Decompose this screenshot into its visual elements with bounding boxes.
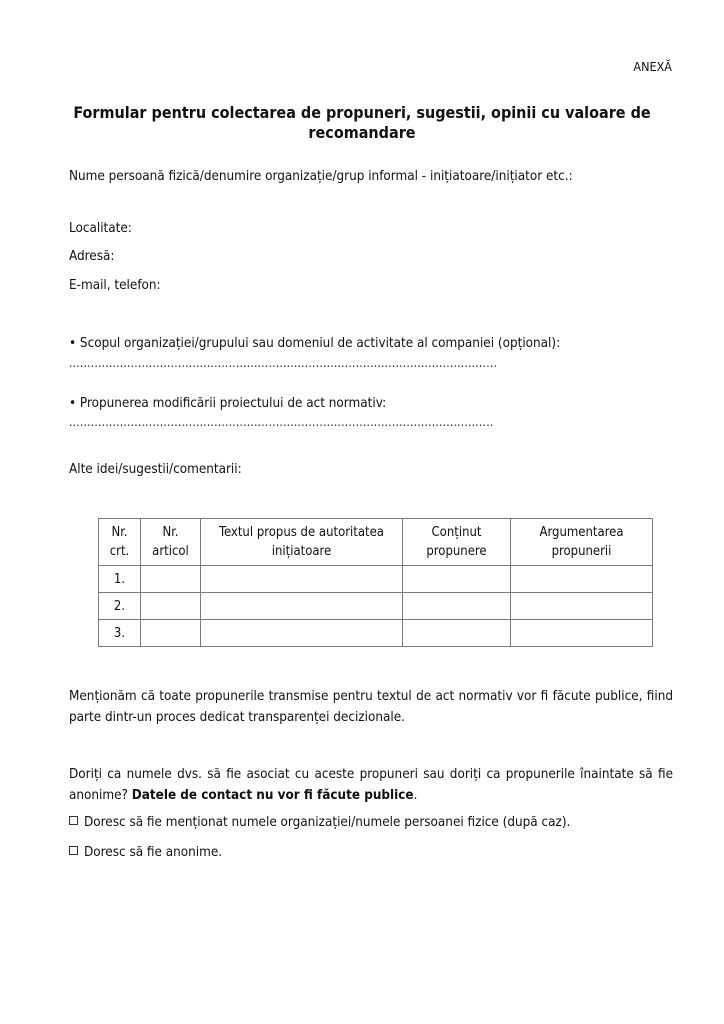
cell-proposed-text[interactable] — [201, 566, 403, 593]
option-named-label: Doresc să fie menționat numele organizației/numele persoanei fizice (după caz). — [84, 815, 571, 830]
cell-content[interactable] — [403, 593, 511, 620]
checkbox-icon[interactable] — [69, 846, 78, 855]
address-field-label: Adresă: — [69, 249, 115, 264]
header-nr-crt: Nr. crt. — [99, 519, 141, 566]
anonymity-question: Doriți ca numele dvs. să fie asociat cu aceste propuneri sau doriți ca propunerile înaintate să fie anonime? Datele de contact nu vor fi făcute publice. — [69, 767, 673, 803]
name-field-label: Nume persoană fizică/denumire organizație/grup informal - inițiatoare/inițiator etc.: — [69, 169, 573, 184]
row-number: 3. — [99, 620, 141, 647]
header-nr-articol: Nr. articol — [141, 519, 201, 566]
proposal-fill-line[interactable]: ..................................................................................................................... — [69, 415, 494, 429]
cell-article[interactable] — [141, 620, 201, 647]
table-row — [99, 566, 653, 593]
locality-field-label: Localitate: — [69, 221, 132, 236]
option-anonymous-label: Doresc să fie anonime. — [84, 845, 223, 860]
option-named[interactable] — [69, 815, 570, 830]
annex-label: ANEXĂ — [633, 59, 672, 74]
header-proposal-content: Conținut propunere — [403, 519, 511, 566]
cell-argumentation[interactable] — [511, 620, 653, 647]
cell-content[interactable] — [403, 566, 511, 593]
contact-field-label: E-mail, telefon: — [69, 278, 161, 293]
table-header-row — [99, 519, 653, 566]
header-proposed-text: Textul propus de autoritatea inițiatoare — [201, 519, 403, 566]
cell-proposed-text[interactable] — [201, 620, 403, 647]
contact-data-notice: Datele de contact nu vor fi făcute publice — [131, 788, 414, 803]
checkbox-icon[interactable] — [69, 816, 78, 825]
publicity-notice: Menționăm că toate propunerile transmise pentru textul de act normativ vor fi făcute publice, fiind parte dintr-un proces dedicat transparenței decizionale. — [69, 689, 673, 725]
option-anonymous[interactable] — [69, 845, 222, 860]
row-number: 2. — [99, 593, 141, 620]
table-row — [99, 593, 653, 620]
proposal-label: • Propunerea modificării proiectului de act normativ: — [69, 396, 387, 411]
cell-article[interactable] — [141, 566, 201, 593]
other-ideas-label: Alte idei/sugestii/comentarii: — [69, 462, 242, 477]
table-row — [99, 620, 653, 647]
cell-argumentation[interactable] — [511, 593, 653, 620]
form-title: Formular pentru colectarea de propuneri, sugestii, opinii cu valoare de recomandare — [73, 103, 651, 142]
header-argumentation: Argumentarea propunerii — [511, 519, 653, 566]
cell-article[interactable] — [141, 593, 201, 620]
cell-content[interactable] — [403, 620, 511, 647]
proposals-table — [98, 518, 653, 647]
organization-scope-label: • Scopul organizației/grupului sau domeniul de activitate al companiei (opțional): — [69, 336, 561, 351]
cell-proposed-text[interactable] — [201, 593, 403, 620]
row-number: 1. — [99, 566, 141, 593]
organization-scope-fill-line[interactable]: ...................................................................................................................... — [69, 356, 498, 370]
cell-argumentation[interactable] — [511, 566, 653, 593]
